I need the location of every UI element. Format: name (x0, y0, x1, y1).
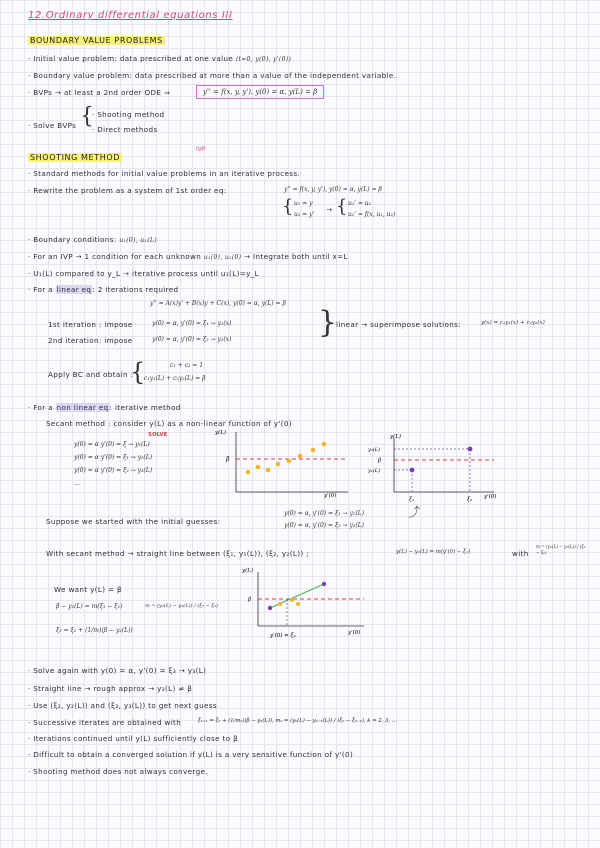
scatter-point (287, 459, 292, 464)
solve-row-2: y(0) = α y'(0) = ξ₁ → y₂(L) (74, 454, 153, 461)
bvp-line-2: · Boundary value problem: data prescribed at more than a value of the independent variable. (28, 71, 397, 80)
linear-equation: y'' = A(x)y' + B(x)y + C(x), y(0) = α, y(L) = β (150, 300, 286, 307)
iteration-1-label: 1st iteration : impose (48, 320, 133, 329)
secant-line-graph (240, 566, 370, 642)
x-axis-label: y'(0) (324, 493, 337, 498)
guess-point-2 (468, 447, 473, 452)
secant-line-eq: y(L) − y₂(L) = m(y'(0) − ξ₂) (396, 549, 471, 555)
section-heading-bvp: BOUNDARY VALUE PROBLEMS (30, 36, 163, 45)
scatter-point (290, 598, 294, 602)
secant-line-text: With secant method → straight line between (ξ₁, y₁(L)), (ξ₂, y₂(L)) ; (46, 549, 309, 558)
section-heading-shooting: SHOOTING METHOD (30, 153, 120, 162)
final-line-1: · Solve again with y(0) = α, y'(0) = ξ₃ → y₃(L) (28, 666, 207, 675)
want-eq-2: ξ₃ = ξ₂ + (1/m)(β − y₂(L)) (56, 627, 133, 634)
scatter-point (311, 448, 316, 453)
shooting-line-6: · For a linear eq: 2 iterations required (28, 285, 179, 294)
shooting-line-4: · For an IVP → 1 condition for each unknown u₁(0), u₂(0) → Integrate both until x=L (28, 252, 348, 261)
final-line-6: · Difficult to obtain a converged solution if y(L) is a very sensitive function of y'(0) (28, 750, 354, 759)
bvp-line-3: · BVPs → at least a 2nd order ODE ⇒ (28, 88, 171, 97)
final-line-5: · Iterations continued until y(L) sufficiently close to β (28, 734, 239, 743)
system-left-2: u₂ = y' (294, 211, 315, 218)
x-axis-label: y'(0) (348, 630, 361, 636)
iteration-formula: ξₖ₊₁ = ξₖ + (1/mₖ)(β − yₖ(L)), mₖ = (yₖ(L) − yₖ₋₁(L)) / (ξₖ − ξₖ₋₁), k = 2, 3, … (198, 718, 398, 724)
solve-bvps-label: · Solve BVPs (28, 121, 77, 130)
scatter-point (276, 462, 281, 467)
tick-y1: y₁(L) (368, 468, 381, 474)
shooting-line-1: · Standard methods for initial value problems in an iterative process. (28, 169, 301, 178)
scatter-point (266, 468, 271, 473)
guess-point-2 (322, 582, 326, 586)
solve-row-4: … (74, 480, 80, 487)
brace: { (282, 196, 294, 217)
with-label: with (512, 549, 529, 558)
beta-label: β (248, 597, 252, 603)
guess-point-1 (268, 606, 272, 610)
brace: } (318, 305, 338, 340)
want-eq-1: β − y₂(L) = m(ξ₃ − ξ₂) (56, 603, 123, 610)
suppose-label: Suppose we started with the initial guesses: (46, 517, 221, 526)
final-line-7: · Shooting method does not always converge. (28, 767, 208, 776)
x-axis-label: y'(0) (484, 494, 497, 500)
arrow: → (326, 205, 333, 214)
final-line-3: · Use (ξ₂, y₂(L)) and (ξ₃, y₃(L)) to get next guess (28, 701, 217, 710)
nonlinear-line-1: · For a non linear eq: iterative method (28, 403, 181, 412)
xi3-tick: y'(0) = ξ₃ (270, 633, 296, 639)
final-line-2: · Straight line → rough approx → y₃(L) ≠ β (28, 684, 193, 693)
ivp-note: IVP (196, 146, 206, 153)
apply-eq-1: c₁ + c₂ = 1 (170, 362, 204, 369)
solve-label: SOLVE (148, 432, 168, 438)
scatter-point (256, 465, 261, 470)
system-left-1: u₁ = y (294, 200, 313, 207)
superimpose-eq: y(x) = c₁y₁(x) + c₂y₂(x) (481, 320, 545, 326)
scatter-point (246, 470, 251, 475)
bvp-line-1: · Initial value problem: data prescribed at one value (t=0, y(0), y'(0)) (28, 54, 292, 63)
guess-point-1 (410, 468, 415, 473)
suppose-eq-2: y(0) = α, y'(0) = ξ₂ → y₂(L) (284, 522, 364, 529)
want-m: m = (y₂(L) − y₁(L)) / (ξ₂ − ξ₁) (145, 603, 219, 609)
iteration-2-eq: y(0) = α, y'(0) = ξ₂ → y₂(x) (152, 336, 232, 343)
method-shooting: · Shooting method (92, 110, 165, 119)
apply-eq-2: c₁y₁(L) + c₂y₂(L) = β (144, 375, 206, 382)
scatter-point (278, 602, 282, 606)
iteration-2-label: 2nd iteration: impose (48, 336, 133, 345)
solve-row-3: y(0) = α y'(0) = ξ₂ → y₃(L) (74, 467, 153, 474)
page-title: 12.Ordinary differential equations III (28, 10, 233, 21)
bvp-equation-box: y'' = f(x, y, y'), y(0) = α, y(L) = β (196, 85, 324, 99)
final-line-4: · Successive iterates are obtained with (28, 718, 182, 727)
y-axis-label: y(L) (390, 434, 402, 440)
tick-beta: β (378, 458, 382, 464)
shooting-line-3: · Boundary conditions: u₁(0), u₁(L) (28, 235, 157, 244)
iteration-1-eq: y(0) = α, y'(0) = ξ₁ → y₁(x) (152, 320, 232, 327)
brace: { (130, 358, 146, 386)
solve-row-1: y(0) = α y'(0) = ξ → y₁(L) (74, 441, 150, 448)
beta-label: β (226, 456, 230, 463)
shooting-line-2-eq: y'' = f(x, y, y'), y(0) = α, y(L) = β (284, 186, 382, 193)
tick-xi2: ξ₂ (467, 497, 473, 503)
tick-y2: y₂(L) (368, 447, 381, 453)
two-guess-graph (366, 432, 506, 504)
secant-scatter-graph (214, 426, 354, 498)
brace: { (80, 104, 94, 129)
want-label: We want y(L) = β (54, 585, 122, 594)
secant-intro: Secant method : consider y(L) as a non-linear function of y'(0) (46, 419, 292, 428)
apply-bc-label: Apply BC and obtain : (48, 370, 134, 379)
scatter-point (296, 602, 300, 606)
curved-arrow-icon: ⤴ (408, 505, 421, 519)
y-axis-label: y(L) (215, 430, 227, 436)
tick-xi1: ξ₁ (409, 497, 415, 503)
system-right-2: u₂' = f(x, u₁, u₂) (348, 211, 396, 218)
method-direct: · Direct methods (92, 125, 158, 134)
system-right-1: u₁' = u₂ (348, 200, 372, 207)
scatter-point (322, 442, 327, 447)
m-definition: m = (y₂(L) − y₁(L)) / (ξ₂ − ξ₁) (536, 544, 586, 555)
suppose-eq-1: y(0) = α, y'(0) = ξ₁ → y₁(L) (284, 510, 364, 517)
scatter-point (298, 454, 303, 459)
brace: { (336, 196, 348, 217)
superimpose-label: linear → superimpose solutions: (336, 320, 462, 329)
shooting-line-2: · Rewrite the problem as a system of 1st order eq: (28, 186, 227, 195)
shooting-line-5: · U₁(L) compared to y_L → iterative process until u₁(L)=y_L (28, 269, 259, 278)
y-axis-label: y(L) (242, 568, 254, 574)
